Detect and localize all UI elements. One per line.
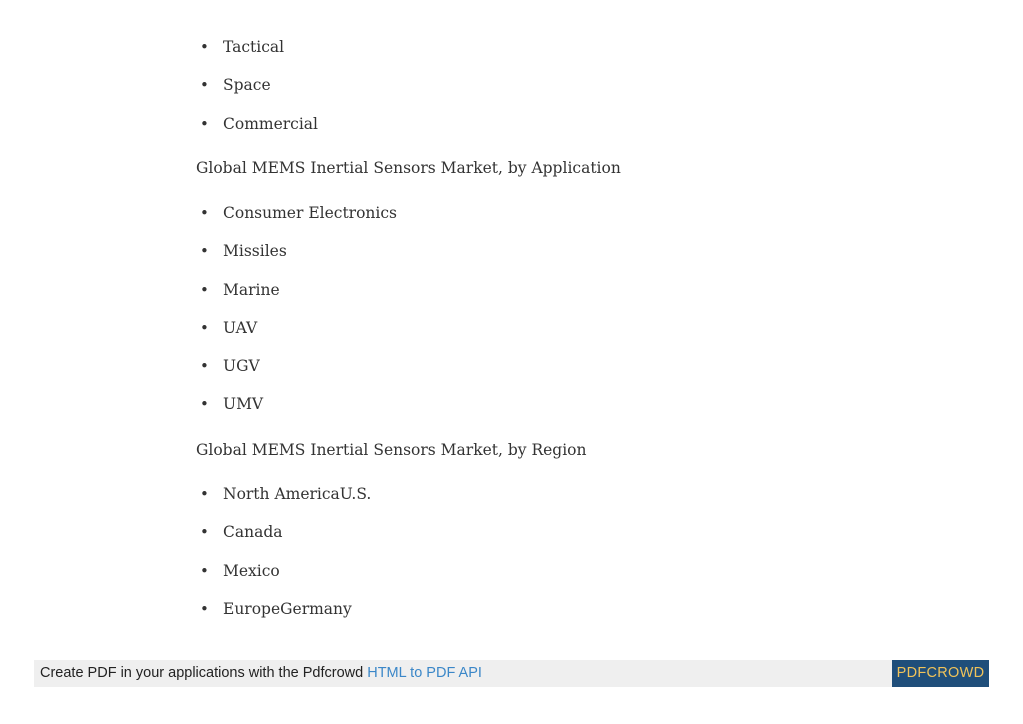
list-item <box>196 356 397 394</box>
list-item <box>196 75 318 113</box>
list-item-text: Missiles <box>223 242 287 261</box>
list-item-text: Space <box>223 76 271 95</box>
bullet: • <box>200 242 209 261</box>
list-item <box>196 280 397 318</box>
list-item-text: Commercial <box>223 114 319 133</box>
bullet: • <box>200 280 209 299</box>
list-item-text: Canada <box>223 523 283 542</box>
application-list <box>196 203 397 433</box>
bullet: • <box>200 561 209 580</box>
bullet: • <box>200 395 209 414</box>
footer-message <box>40 665 482 681</box>
pdfcrowd-footer-bar <box>34 660 989 687</box>
list-item <box>196 484 371 522</box>
footer-message-text: Create PDF in your applications with the Pdfcrowd <box>40 665 368 681</box>
pdfcrowd-logo-button[interactable]: PDFCROWD <box>892 660 989 687</box>
bullet: • <box>200 318 209 337</box>
list-item <box>196 114 318 152</box>
list-item <box>196 522 371 560</box>
region-list <box>196 484 371 637</box>
bullet: • <box>200 114 209 133</box>
bullet: • <box>200 523 209 542</box>
bullet: • <box>200 38 209 56</box>
bullet: • <box>200 485 209 503</box>
bullet: • <box>200 357 209 376</box>
list-item <box>196 37 318 75</box>
list-item <box>196 203 397 241</box>
bullet: • <box>200 204 209 222</box>
list-item-text: Tactical <box>223 38 285 56</box>
bullet: • <box>200 599 209 618</box>
list-item <box>196 241 397 279</box>
list-item <box>196 318 397 356</box>
list-item-text: UMV <box>223 395 264 414</box>
grade-list <box>196 37 318 152</box>
bullet: • <box>200 76 209 95</box>
list-item <box>196 394 397 432</box>
list-item-text: UGV <box>223 357 260 376</box>
list-item-text: Marine <box>223 280 280 299</box>
section-heading-application: Global MEMS Inertial Sensors Market, by Application <box>196 159 621 177</box>
section-heading-region: Global MEMS Inertial Sensors Market, by Region <box>196 441 587 459</box>
list-item-text: North AmericaU.S. <box>223 485 372 503</box>
list-item-text: EuropeGermany <box>223 599 352 618</box>
list-item <box>196 599 371 637</box>
list-item-text: Consumer Electronics <box>223 204 397 222</box>
list-item-text: Mexico <box>223 561 280 580</box>
list-item-text: UAV <box>223 318 258 337</box>
html-to-pdf-api-link[interactable]: HTML to PDF API <box>367 665 482 681</box>
list-item <box>196 561 371 599</box>
